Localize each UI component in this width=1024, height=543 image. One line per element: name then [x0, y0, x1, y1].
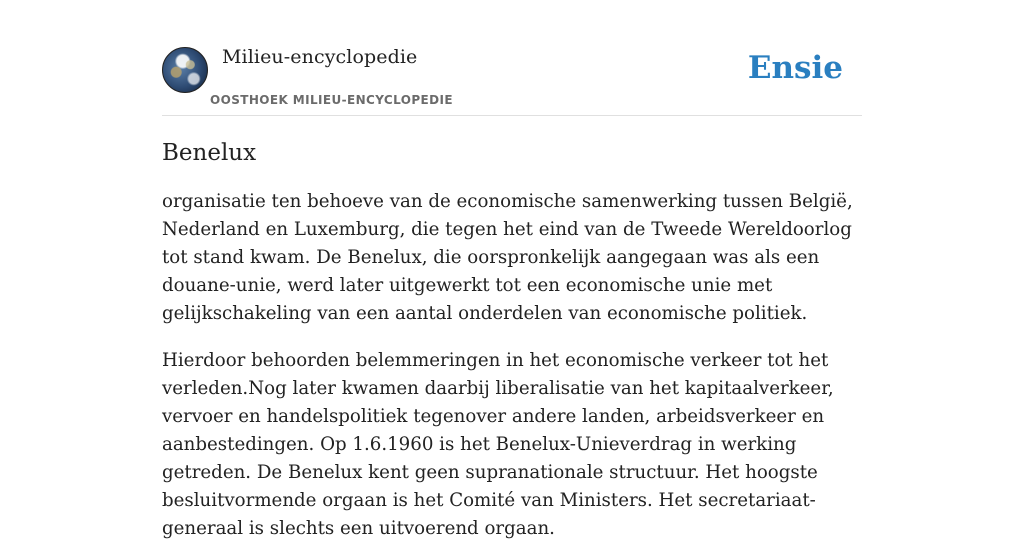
site-header [162, 46, 862, 116]
article-paragraph-1: organisatie ten behoeve van de economische samenwerking tussen België, Nederland en Luxemburg, die tegen het eind van de Tweede Wereldoorlog tot stand kwam. De Benelux, die oorspronkelijk aangegaan was als een douane-unie, werd later uitgewerkt tot een economische unie met gelijkschakeling van een aantal onderdelen van economische politiek. [162, 191, 853, 324]
earth-globe-icon[interactable] [162, 47, 208, 93]
site-subtitle: OOSTHOEK MILIEU-ENCYCLOPEDIE [210, 93, 453, 107]
article-paragraph-2: Hierdoor behoorden belemmeringen in het economische verkeer tot het verleden.Nog later kwamen daarbij liberalisatie van het kapitaalverkeer, vervoer en handelspolitiek tegenover andere landen, arbeidsverkeer en aanbestedingen. Op 1.6.1960 is het Benelux-Unieverdrag in werking getreden. De Benelux kent geen supranationale structuur. Het hoogste besluitvormende orgaan is het Comité van Ministers. Het secretariaat-generaal is slechts een uitvoerend orgaan. [162, 350, 834, 539]
page [162, 0, 862, 543]
site-name-link[interactable]: Milieu-encyclopedie [222, 46, 418, 68]
ensie-logo[interactable]: Ensie [747, 50, 843, 86]
article-title: Benelux [162, 140, 257, 166]
